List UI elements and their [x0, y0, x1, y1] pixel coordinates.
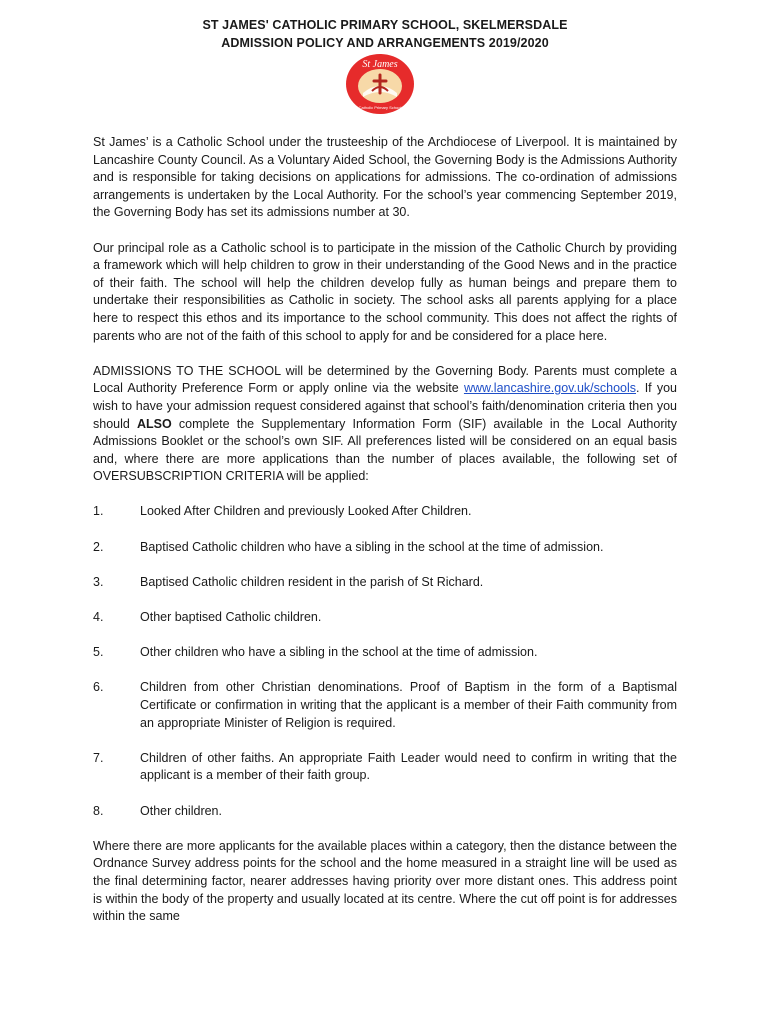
criterion-text: Baptised Catholic children resident in the parish of St Richard. [140, 574, 484, 589]
criterion-text: Other children. [140, 803, 222, 818]
admissions-also-emphasis: ALSO [137, 416, 172, 431]
lancashire-website-link[interactable]: www.lancashire.gov.uk/schools [463, 381, 637, 396]
criterion-text: Looked After Children and previously Looked After Children. [140, 504, 472, 519]
mission-paragraph: Our principal role as a Catholic school is to participate in the mission of the Catholic Church by providing a framework which will help children to grow in their understanding of the Good News and in the practice of their faith. The school will help the children develop fully as human beings and prepare them to undertake their responsibilities as Catholic in society. The school asks all parents applying for a place here to respect this ethos and its importance to the school community. This does not affect the rights of parents who are not of the faith of this school to apply for and be considered for a place here. [93, 240, 677, 343]
criterion-item [93, 609, 677, 627]
criterion-number: 7. [93, 750, 104, 765]
criterion-item [93, 644, 677, 662]
school-title: ST JAMES' CATHOLIC PRIMARY SCHOOL, SKELMERSDALE [202, 18, 568, 32]
logo-text-bottom: Catholic Primary School [358, 105, 402, 110]
criterion-text: Children from other Christian denominations. Proof of Baptism in the form of a Baptismal Certificate or confirmation in writing that the applicant is a member of their Faith community from an appropriate Minister of Religion is required. [140, 680, 677, 730]
admissions-text-2: . If you wish to have your admission request considered against that school’s faith/denomination criteria then you should [93, 381, 677, 431]
criterion-number: 6. [93, 680, 104, 695]
criterion-item [93, 750, 677, 785]
criterion-text: Children of other faiths. An appropriate Faith Leader would need to confirm in writing that the applicant is a member of their faith group. [140, 750, 677, 783]
criterion-text: Baptised Catholic children who have a sibling in the school at the time of admission. [140, 539, 604, 554]
distance-paragraph: Where there are more applicants for the available places within a category, then the distance between the Ordnance Survey address points for the school and the home measured in a straight line will be used as the final determining factor, nearer addresses having priority over more distant ones. This address point is within the body of the property and usually located at its centre. Where the cut off point is for addresses within the same [93, 838, 677, 924]
criterion-number: 5. [93, 645, 104, 660]
document-header [0, 16, 770, 52]
admissions-text-1: ADMISSIONS TO THE SCHOOL will be determined by the Governing Body. Parents must complete a Local Authority Preference Form or apply online via the website [93, 363, 677, 396]
criterion-item [93, 803, 677, 821]
criterion-number: 1. [93, 504, 104, 519]
intro-paragraph: St James’ is a Catholic School under the trusteeship of the Archdiocese of Liverpool. It is maintained by Lancashire County Council. As a Voluntary Aided School, the Governing Body is the Admissions Authority and is responsible for taking decisions on applications for admissions. The co-ordination of admissions arrangements is undertaken by the Local Authority. For the school’s year commencing September 2019, the Governing Body has set its admissions number at 30. [93, 135, 677, 220]
criterion-number: 2. [93, 539, 104, 554]
criterion-item [93, 679, 677, 732]
admissions-text-3: complete the Supplementary Information Form (SIF) available in the Local Authority Admissions Booklet or the school’s own SIF. All preferences listed will be considered on an equal basis and, where there are more applications than the number of places available, the following set of OVERSUBSCRIPTION CRITERIA will be applied: [93, 416, 678, 484]
criterion-number: 4. [93, 610, 104, 625]
criterion-item [93, 539, 677, 557]
criterion-text: Other children who have a sibling in the school at the time of admission. [140, 645, 538, 660]
criterion-item [93, 503, 677, 521]
logo-text-top: St James [362, 59, 398, 70]
policy-title: ADMISSION POLICY AND ARRANGEMENTS 2019/2020 [221, 36, 549, 50]
criterion-item [93, 574, 677, 592]
criterion-text: Other baptised Catholic children. [140, 610, 322, 625]
admissions-paragraph [93, 363, 677, 486]
criterion-number: 8. [93, 803, 104, 818]
school-logo [345, 53, 415, 115]
criterion-number: 3. [93, 574, 104, 589]
document-body [93, 134, 677, 943]
